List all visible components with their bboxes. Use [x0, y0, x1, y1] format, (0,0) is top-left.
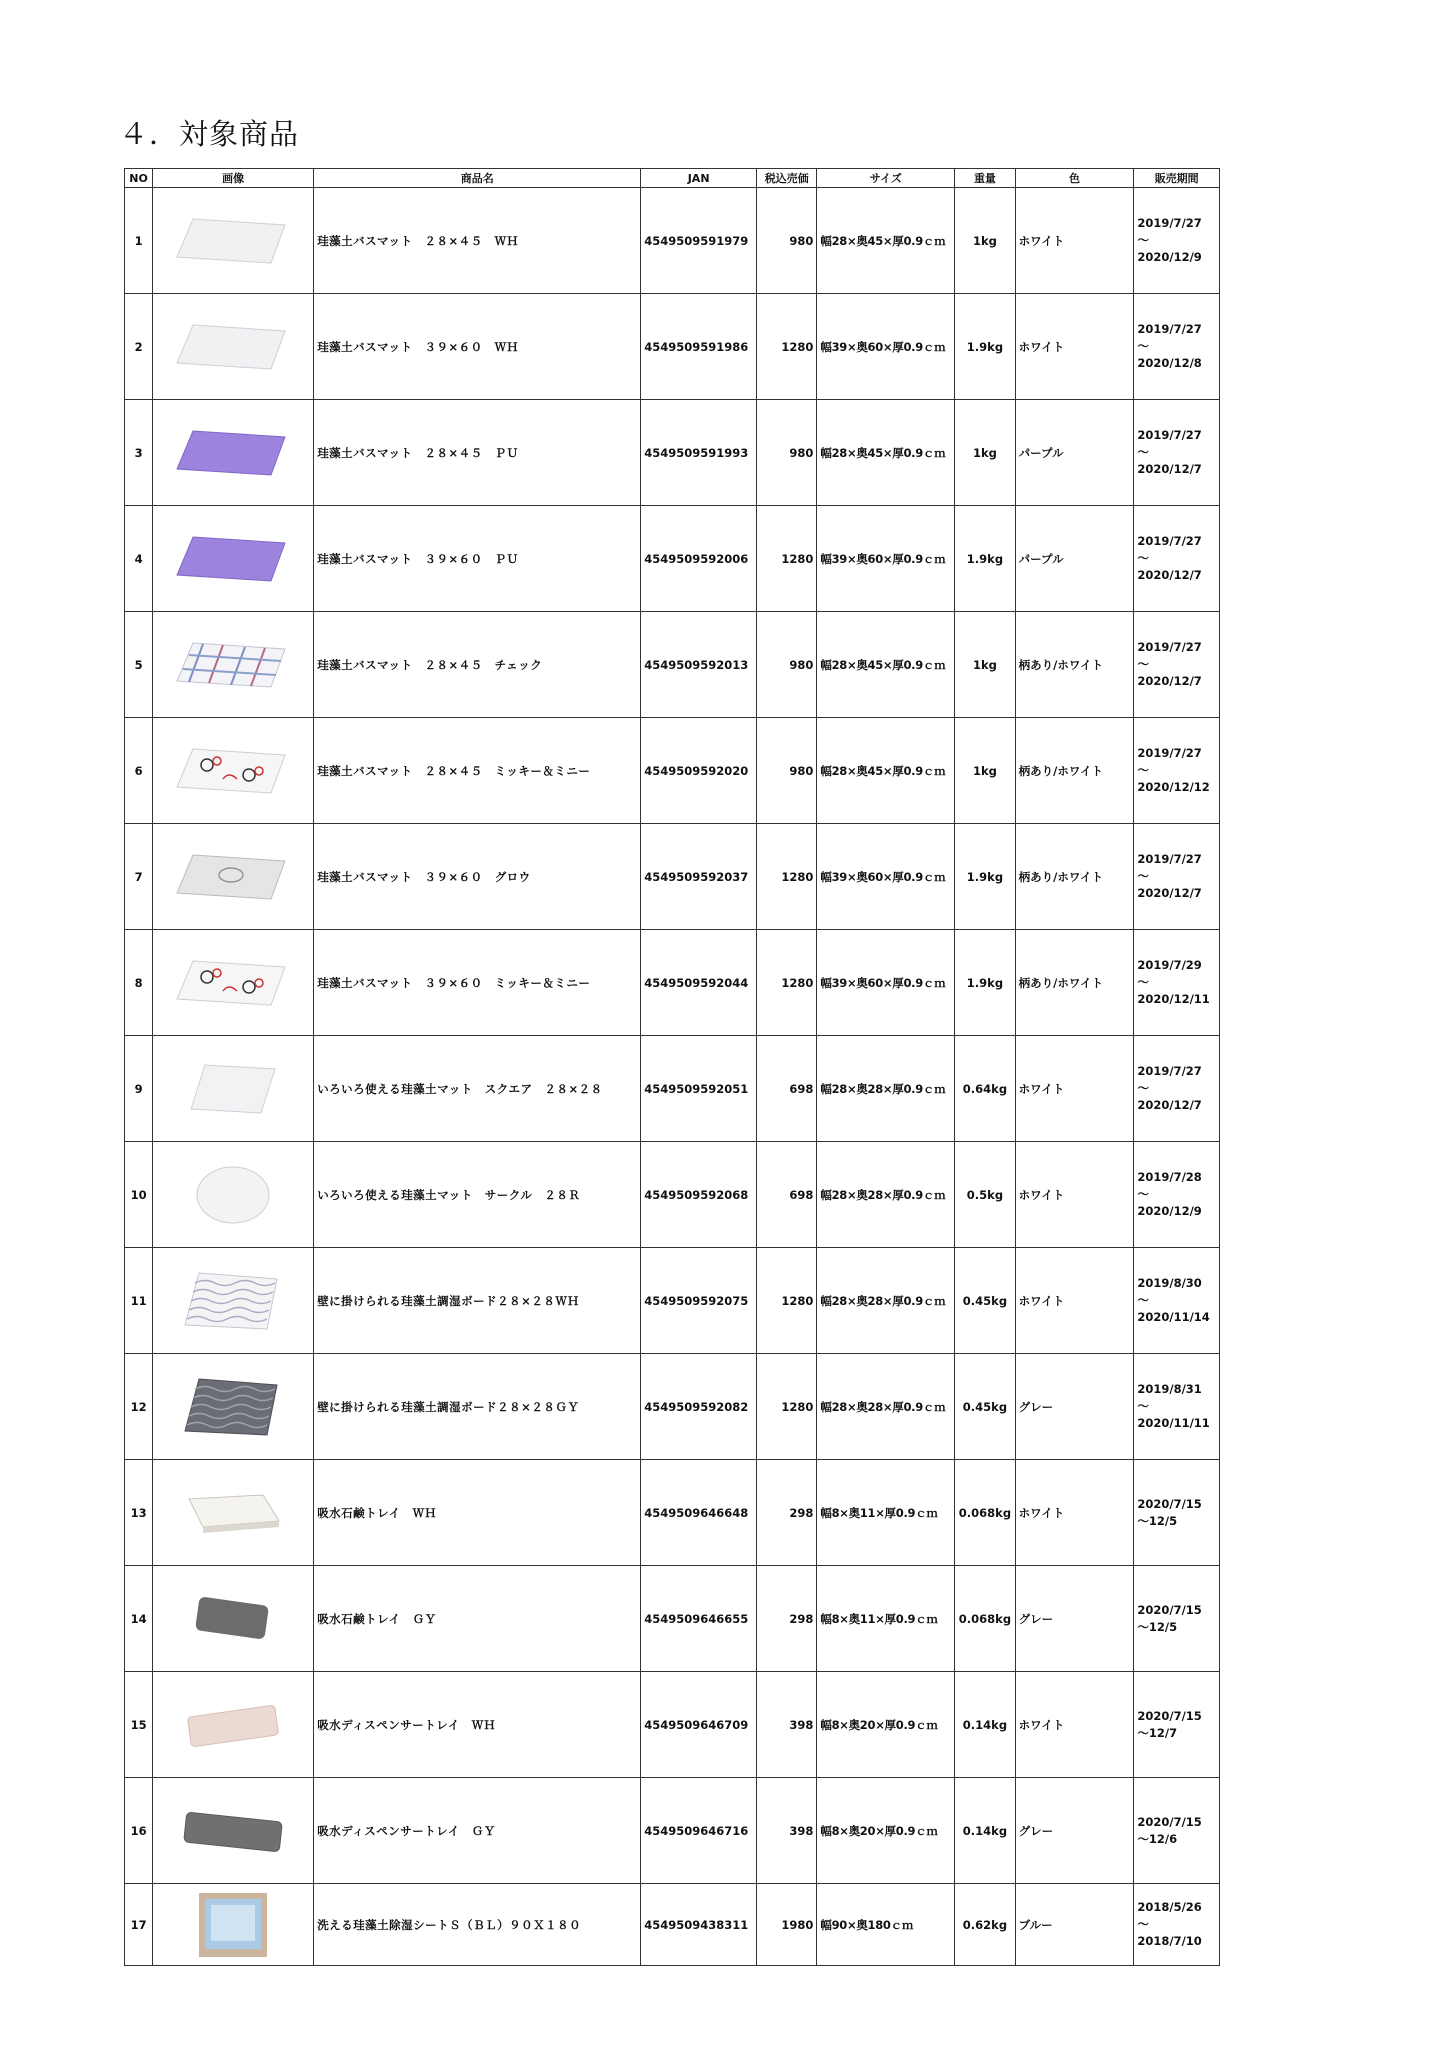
period-start: 2019/8/31	[1137, 1382, 1202, 1396]
product-color: 柄あり/ホワイト	[1015, 930, 1134, 1036]
product-size: 幅28×奥28×厚0.9ｃｍ	[817, 1248, 955, 1354]
table-header-row	[125, 169, 1220, 188]
period-tilde: ～	[1137, 763, 1149, 777]
product-image-cell	[153, 824, 314, 930]
product-weight: 1kg	[955, 612, 1015, 718]
period-end: 2020/12/7	[1137, 1098, 1202, 1112]
row-number: 2	[125, 294, 153, 400]
product-name: 壁に掛けられる珪藻土調湿ボード２８×２８ＷＨ	[314, 1248, 641, 1354]
product-weight: 0.64kg	[955, 1036, 1015, 1142]
sales-period	[1134, 930, 1220, 1036]
price: 1280	[757, 1354, 817, 1460]
period-end: 2020/12/7	[1137, 568, 1202, 582]
table-row	[125, 1460, 1220, 1566]
price: 298	[757, 1460, 817, 1566]
row-number: 14	[125, 1566, 153, 1672]
product-name: 洗える珪藻土除湿シートＳ（ＢＬ）９０Ｘ１８０	[314, 1884, 641, 1966]
sales-period	[1134, 1142, 1220, 1248]
period-end: ～12/5	[1137, 1619, 1178, 1634]
row-number: 10	[125, 1142, 153, 1248]
product-color: 柄あり/ホワイト	[1015, 718, 1134, 824]
row-number: 12	[125, 1354, 153, 1460]
product-color: ホワイト	[1015, 1248, 1134, 1354]
period-tilde: ～	[1137, 1187, 1149, 1201]
table-row	[125, 400, 1220, 506]
product-size: 幅28×奥45×厚0.9ｃｍ	[817, 188, 955, 294]
blue-sheet-photo-icon	[163, 1893, 303, 1957]
header-color: 色	[1015, 169, 1134, 188]
row-number: 17	[125, 1884, 153, 1966]
row-number: 16	[125, 1778, 153, 1884]
product-image-cell	[153, 1884, 314, 1966]
white-square-mat-icon	[163, 1057, 303, 1121]
white-round-mat-icon	[163, 1163, 303, 1227]
table-row	[125, 294, 1220, 400]
product-color: ホワイト	[1015, 1142, 1134, 1248]
table-row	[125, 1884, 1220, 1966]
white-wave-board-icon	[163, 1269, 303, 1333]
jan-code: 4549509646709	[641, 1672, 757, 1778]
period-start: 2019/7/27	[1137, 428, 1202, 442]
product-size: 幅39×奥60×厚0.9ｃｍ	[817, 506, 955, 612]
period-end: ～12/7	[1137, 1725, 1178, 1740]
jan-code: 4549509646655	[641, 1566, 757, 1672]
row-number: 9	[125, 1036, 153, 1142]
jan-code: 4549509592037	[641, 824, 757, 930]
table-row	[125, 1354, 1220, 1460]
product-size: 幅28×奥28×厚0.9ｃｍ	[817, 1354, 955, 1460]
jan-code: 4549509592044	[641, 930, 757, 1036]
product-image-cell	[153, 506, 314, 612]
price: 1280	[757, 930, 817, 1036]
product-name: 吸水ディスペンサートレイ ＧＹ	[314, 1778, 641, 1884]
table-row	[125, 188, 1220, 294]
table-row	[125, 1778, 1220, 1884]
jan-code: 4549509592020	[641, 718, 757, 824]
period-start: 2019/7/27	[1137, 746, 1202, 760]
jan-code: 4549509591993	[641, 400, 757, 506]
product-color: 柄あり/ホワイト	[1015, 824, 1134, 930]
row-number: 13	[125, 1460, 153, 1566]
sales-period	[1134, 824, 1220, 930]
product-size: 幅39×奥60×厚0.9ｃｍ	[817, 824, 955, 930]
period-end: ～12/5	[1137, 1513, 1178, 1528]
sales-period	[1134, 1354, 1220, 1460]
product-color: グレー	[1015, 1566, 1134, 1672]
period-start: 2019/7/27	[1137, 640, 1202, 654]
product-color: パープル	[1015, 400, 1134, 506]
jan-code: 4549509592075	[641, 1248, 757, 1354]
purple-rectangle-mat-icon	[163, 421, 303, 485]
pink-dispenser-tray-icon	[163, 1693, 303, 1757]
product-size: 幅8×奥11×厚0.9ｃｍ	[817, 1460, 955, 1566]
row-number: 7	[125, 824, 153, 930]
product-weight: 1.9kg	[955, 824, 1015, 930]
character-print-mat-icon	[163, 951, 303, 1015]
product-size: 幅28×奥28×厚0.9ｃｍ	[817, 1142, 955, 1248]
price: 1280	[757, 824, 817, 930]
jan-code: 4549509591979	[641, 188, 757, 294]
product-weight: 0.62kg	[955, 1884, 1015, 1966]
table-row	[125, 930, 1220, 1036]
period-start: 2019/7/27	[1137, 852, 1202, 866]
product-image-cell	[153, 1354, 314, 1460]
period-end: 2020/12/7	[1137, 462, 1202, 476]
purple-rectangle-mat-icon	[163, 527, 303, 591]
header-image: 画像	[153, 169, 314, 188]
sales-period	[1134, 1672, 1220, 1778]
grey-soap-tray-icon	[163, 1587, 303, 1651]
product-color: グレー	[1015, 1778, 1134, 1884]
header-weight: 重量	[955, 169, 1015, 188]
product-image-cell	[153, 612, 314, 718]
row-number: 15	[125, 1672, 153, 1778]
white-soap-tray-icon	[163, 1481, 303, 1545]
grey-dispenser-tray-icon	[163, 1799, 303, 1863]
product-image-cell	[153, 1672, 314, 1778]
product-weight: 0.45kg	[955, 1248, 1015, 1354]
sales-period	[1134, 1460, 1220, 1566]
header-no: NO	[125, 169, 153, 188]
table-row	[125, 1248, 1220, 1354]
price: 698	[757, 1142, 817, 1248]
sales-period	[1134, 506, 1220, 612]
product-weight: 0.5kg	[955, 1142, 1015, 1248]
product-image-cell	[153, 188, 314, 294]
period-tilde: ～	[1137, 1917, 1149, 1931]
period-start: 2020/7/15	[1137, 1814, 1202, 1829]
jan-code: 4549509592013	[641, 612, 757, 718]
sales-period	[1134, 718, 1220, 824]
price: 1280	[757, 506, 817, 612]
price: 980	[757, 612, 817, 718]
sales-period	[1134, 294, 1220, 400]
period-start: 2019/7/28	[1137, 1170, 1202, 1184]
period-tilde: ～	[1137, 1081, 1149, 1095]
row-number: 3	[125, 400, 153, 506]
table-row	[125, 1142, 1220, 1248]
period-end: 2020/12/9	[1137, 1204, 1202, 1218]
price: 980	[757, 400, 817, 506]
product-weight: 0.14kg	[955, 1672, 1015, 1778]
period-tilde: ～	[1137, 1293, 1149, 1307]
price: 298	[757, 1566, 817, 1672]
period-end: 2020/12/12	[1137, 780, 1210, 794]
product-color: ホワイト	[1015, 294, 1134, 400]
product-image-cell	[153, 400, 314, 506]
product-name: 壁に掛けられる珪藻土調湿ボード２８×２８ＧＹ	[314, 1354, 641, 1460]
table-row	[125, 1672, 1220, 1778]
product-image-cell	[153, 294, 314, 400]
product-name: 珪藻土バスマット ２８×４５ チェック	[314, 612, 641, 718]
product-size: 幅39×奥60×厚0.9ｃｍ	[817, 294, 955, 400]
header-name: 商品名	[314, 169, 641, 188]
product-name: 吸水石鹸トレイ ＧＹ	[314, 1566, 641, 1672]
jan-code: 4549509592082	[641, 1354, 757, 1460]
product-name: 珪藻土バスマット ３９×６０ ＰＵ	[314, 506, 641, 612]
white-rectangle-mat-icon	[163, 209, 303, 273]
header-price: 税込売価	[757, 169, 817, 188]
product-weight: 1kg	[955, 400, 1015, 506]
table-row	[125, 824, 1220, 930]
product-weight: 0.068kg	[955, 1460, 1015, 1566]
period-tilde: ～	[1137, 1399, 1149, 1413]
product-name: 珪藻土バスマット ３９×６０ グロウ	[314, 824, 641, 930]
product-weight: 1.9kg	[955, 294, 1015, 400]
sales-period	[1134, 1884, 1220, 1966]
check-pattern-mat-icon	[163, 633, 303, 697]
period-start: 2019/7/29	[1137, 958, 1202, 972]
jan-code: 4549509591986	[641, 294, 757, 400]
price: 398	[757, 1778, 817, 1884]
price: 980	[757, 188, 817, 294]
sales-period	[1134, 1036, 1220, 1142]
products-table	[124, 168, 1220, 1966]
period-start: 2020/7/15	[1137, 1602, 1202, 1617]
product-size: 幅8×奥11×厚0.9ｃｍ	[817, 1566, 955, 1672]
period-end: 2020/12/11	[1137, 992, 1210, 1006]
price: 1280	[757, 294, 817, 400]
period-start: 2020/7/15	[1137, 1708, 1202, 1723]
period-start: 2019/7/27	[1137, 534, 1202, 548]
product-size: 幅28×奥45×厚0.9ｃｍ	[817, 718, 955, 824]
price: 1280	[757, 1248, 817, 1354]
product-image-cell	[153, 1036, 314, 1142]
period-end: 2020/12/7	[1137, 886, 1202, 900]
period-end: 2020/12/7	[1137, 674, 1202, 688]
period-start: 2019/7/27	[1137, 1064, 1202, 1078]
page-title: ４．対象商品	[119, 117, 300, 151]
price: 980	[757, 718, 817, 824]
jan-code: 4549509592051	[641, 1036, 757, 1142]
period-end: 2018/7/10	[1137, 1934, 1202, 1948]
product-color: 柄あり/ホワイト	[1015, 612, 1134, 718]
table-row	[125, 506, 1220, 612]
row-number: 6	[125, 718, 153, 824]
product-size: 幅8×奥20×厚0.9ｃｍ	[817, 1778, 955, 1884]
product-image-cell	[153, 1248, 314, 1354]
product-name: いろいろ使える珪藻土マット スクエア ２８×２８	[314, 1036, 641, 1142]
product-color: ブルー	[1015, 1884, 1134, 1966]
row-number: 1	[125, 188, 153, 294]
price: 698	[757, 1036, 817, 1142]
period-start: 2019/7/27	[1137, 216, 1202, 230]
table-row	[125, 1036, 1220, 1142]
product-weight: 1.9kg	[955, 930, 1015, 1036]
product-size: 幅28×奥28×厚0.9ｃｍ	[817, 1036, 955, 1142]
product-color: グレー	[1015, 1354, 1134, 1460]
price: 1980	[757, 1884, 817, 1966]
product-name: 珪藻土バスマット ３９×６０ ミッキー＆ミニー	[314, 930, 641, 1036]
sales-period	[1134, 1778, 1220, 1884]
period-tilde: ～	[1137, 445, 1149, 459]
period-tilde: ～	[1137, 233, 1149, 247]
row-number: 4	[125, 506, 153, 612]
product-image-cell	[153, 718, 314, 824]
product-weight: 0.068kg	[955, 1566, 1015, 1672]
jan-code: 4549509646648	[641, 1460, 757, 1566]
product-size: 幅28×奥45×厚0.9ｃｍ	[817, 400, 955, 506]
product-size: 幅39×奥60×厚0.9ｃｍ	[817, 930, 955, 1036]
product-color: ホワイト	[1015, 1672, 1134, 1778]
period-start: 2018/5/26	[1137, 1900, 1202, 1914]
table-row	[125, 612, 1220, 718]
period-start: 2020/7/15	[1137, 1496, 1202, 1511]
jan-code: 4549509438311	[641, 1884, 757, 1966]
period-end: 2020/11/11	[1137, 1416, 1210, 1430]
table-row	[125, 718, 1220, 824]
sales-period	[1134, 188, 1220, 294]
product-name: 珪藻土バスマット ３９×６０ ＷＨ	[314, 294, 641, 400]
period-tilde: ～	[1137, 339, 1149, 353]
period-tilde: ～	[1137, 657, 1149, 671]
period-end: ～12/6	[1137, 1831, 1178, 1846]
product-name: いろいろ使える珪藻土マット サークル ２８Ｒ	[314, 1142, 641, 1248]
product-image-cell	[153, 1778, 314, 1884]
product-color: ホワイト	[1015, 188, 1134, 294]
product-color: ホワイト	[1015, 1460, 1134, 1566]
period-tilde: ～	[1137, 551, 1149, 565]
sales-period	[1134, 1566, 1220, 1672]
product-weight: 0.45kg	[955, 1354, 1015, 1460]
white-rectangle-mat-icon	[163, 315, 303, 379]
product-name: 吸水石鹸トレイ ＷＨ	[314, 1460, 641, 1566]
period-end: 2020/11/14	[1137, 1310, 1210, 1324]
product-weight: 1.9kg	[955, 506, 1015, 612]
period-start: 2019/7/27	[1137, 322, 1202, 336]
product-image-cell	[153, 930, 314, 1036]
product-name: 吸水ディスペンサートレイ ＷＨ	[314, 1672, 641, 1778]
period-end: 2020/12/8	[1137, 356, 1202, 370]
period-end: 2020/12/9	[1137, 250, 1202, 264]
product-image-cell	[153, 1142, 314, 1248]
product-color: パープル	[1015, 506, 1134, 612]
product-name: 珪藻土バスマット ２８×４５ ＷＨ	[314, 188, 641, 294]
row-number: 5	[125, 612, 153, 718]
product-image-cell	[153, 1566, 314, 1672]
row-number: 11	[125, 1248, 153, 1354]
period-start: 2019/8/30	[1137, 1276, 1202, 1290]
row-number: 8	[125, 930, 153, 1036]
grey-print-mat-icon	[163, 845, 303, 909]
product-name: 珪藻土バスマット ２８×４５ ミッキー＆ミニー	[314, 718, 641, 824]
jan-code: 4549509592068	[641, 1142, 757, 1248]
product-weight: 1kg	[955, 718, 1015, 824]
product-image-cell	[153, 1460, 314, 1566]
product-weight: 1kg	[955, 188, 1015, 294]
period-tilde: ～	[1137, 975, 1149, 989]
product-size: 幅90×奥180ｃｍ	[817, 1884, 955, 1966]
product-name: 珪藻土バスマット ２８×４５ ＰＵ	[314, 400, 641, 506]
sales-period	[1134, 612, 1220, 718]
sales-period	[1134, 1248, 1220, 1354]
price: 398	[757, 1672, 817, 1778]
header-size: サイズ	[817, 169, 955, 188]
character-print-mat-icon	[163, 739, 303, 803]
jan-code: 4549509646716	[641, 1778, 757, 1884]
jan-code: 4549509592006	[641, 506, 757, 612]
table-row	[125, 1566, 1220, 1672]
sales-period	[1134, 400, 1220, 506]
header-period: 販売期間	[1134, 169, 1220, 188]
period-tilde: ～	[1137, 869, 1149, 883]
product-weight: 0.14kg	[955, 1778, 1015, 1884]
grey-wave-board-icon	[163, 1375, 303, 1439]
product-color: ホワイト	[1015, 1036, 1134, 1142]
product-size: 幅28×奥45×厚0.9ｃｍ	[817, 612, 955, 718]
header-jan: JAN	[641, 169, 757, 188]
product-size: 幅8×奥20×厚0.9ｃｍ	[817, 1672, 955, 1778]
